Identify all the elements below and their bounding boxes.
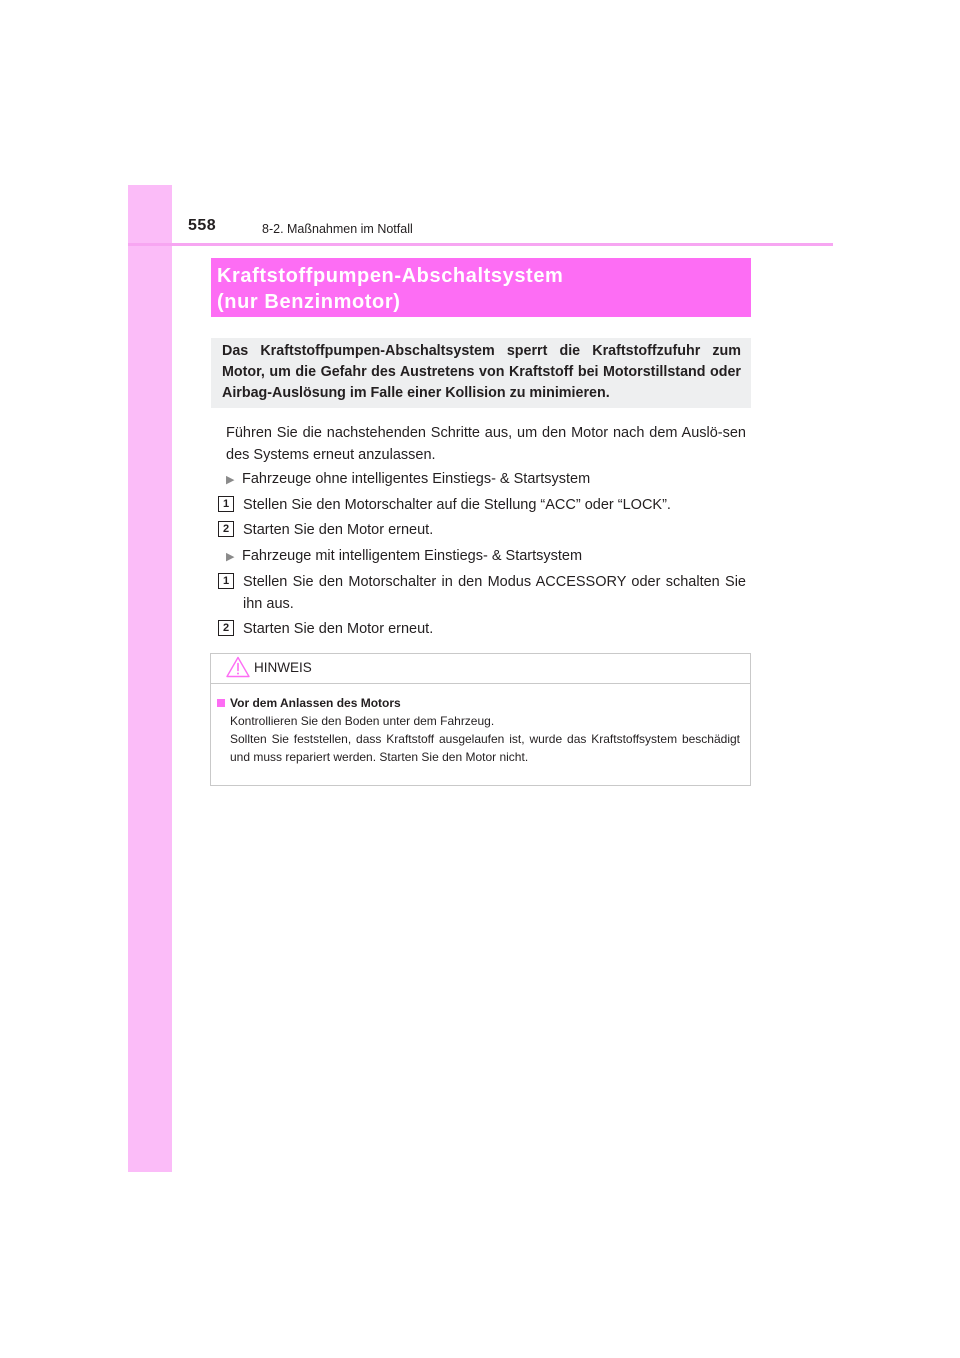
- side-tab-band: [128, 185, 172, 1172]
- notice-item-title: [217, 694, 740, 712]
- page-number: 558: [188, 217, 217, 234]
- header-rule: [128, 243, 833, 246]
- step-badge-a2: 2: [218, 521, 234, 537]
- variant-heading-a: [226, 468, 590, 491]
- step-badge-a1: 1: [218, 496, 234, 512]
- variant-heading-b: [226, 545, 582, 568]
- notice-line-1: Kontrollieren Sie den Boden unter dem Fahrzeug.: [230, 714, 495, 728]
- notice-body: [211, 684, 750, 766]
- variant-label-b: Fahrzeuge mit intelligentem Einstiegs- & Startsystem: [242, 548, 583, 564]
- step-badge-b2: 2: [218, 620, 234, 636]
- breadcrumb: 8-2. Maßnahmen im Notfall: [262, 222, 413, 236]
- step-text-a2: Starten Sie den Motor erneut.: [243, 522, 434, 538]
- section-title-line2: (nur Benzinmotor): [217, 291, 401, 313]
- notice-line-2: Sollten Sie feststellen, dass Kraftstoff ausgelaufen ist, wurde das Kraftstoffsystem beschädigt und muss repariert werden. Starten Sie den Motor nicht.: [230, 732, 740, 764]
- triangle-right-icon: ▶: [226, 551, 235, 563]
- warning-triangle-icon: [226, 656, 250, 678]
- square-bullet-icon: [217, 699, 225, 707]
- notice-header: [211, 654, 750, 684]
- notice-label: HINWEIS: [254, 660, 312, 675]
- triangle-right-icon: ▶: [226, 474, 235, 486]
- step-text-b1: Stellen Sie den Motorschalter in den Modus ACCESSORY oder schalten Sie ihn aus.: [243, 574, 746, 612]
- section-title-line1: Kraftstoffpumpen-Abschaltsystem: [217, 265, 564, 287]
- body-paragraph: Führen Sie die nachstehenden Schritte aus, um den Motor nach dem Auslö-sen des Systems erneut anzulassen.: [226, 425, 746, 463]
- notice-box: [210, 653, 751, 786]
- step-text-b2: Starten Sie den Motor erneut.: [243, 621, 434, 637]
- section-title: [211, 258, 751, 317]
- step-badge-b1: 1: [218, 573, 234, 589]
- step-text-a1: Stellen Sie den Motorschalter auf die Stellung “ACC” oder “LOCK”.: [243, 497, 671, 513]
- intro-box: Das Kraftstoffpumpen-Abschaltsystem sperrt die Kraftstoffzufuhr zum Motor, um die Gefahr des Austretens von Kraftstoff bei Motorstillstand oder Airbag-Auslösung im Falle einer Kollision zu minimieren.: [211, 338, 751, 408]
- notice-item-title-text: Vor dem Anlassen des Motors: [230, 696, 401, 710]
- variant-label-a: Fahrzeuge ohne intelligentes Einstiegs- & Startsystem: [242, 471, 591, 487]
